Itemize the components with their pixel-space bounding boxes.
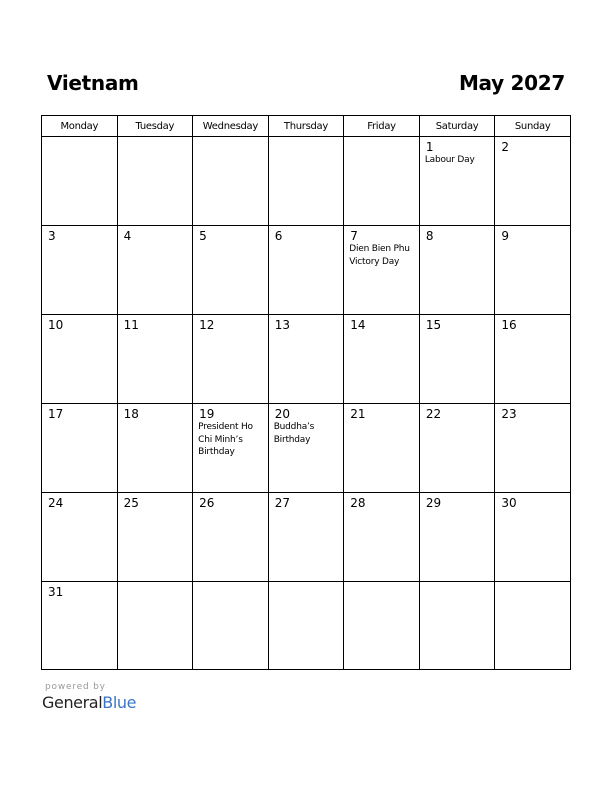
day-number [193, 582, 268, 585]
generalblue-logo[interactable] [42, 693, 136, 713]
day-number: 20 [274, 407, 290, 421]
day-cell [419, 137, 495, 226]
week-row [42, 404, 571, 493]
day-number: 12 [199, 318, 215, 332]
day-number: 5 [199, 229, 207, 243]
brand-blue-text: Blue [102, 693, 137, 712]
country-title: Vietnam [47, 71, 139, 95]
day-number: 26 [199, 496, 215, 510]
day-cell [344, 226, 420, 315]
day-number: 11 [123, 318, 139, 332]
day-cell [117, 493, 193, 582]
week-row [42, 315, 571, 404]
day-cell [268, 404, 344, 493]
day-number: 7 [350, 229, 358, 243]
day-cell [495, 137, 571, 226]
day-cell [495, 404, 571, 493]
day-cell [268, 137, 344, 226]
day-number: 19 [199, 407, 215, 421]
day-number [269, 137, 344, 140]
day-cell [193, 226, 269, 315]
week-row [42, 493, 571, 582]
day-number: 25 [123, 496, 139, 510]
day-cell [42, 404, 118, 493]
day-cell [268, 315, 344, 404]
day-number: 17 [48, 407, 64, 421]
day-cell [419, 493, 495, 582]
holiday-label: Buddha’s [273, 422, 315, 432]
day-cell [495, 582, 571, 670]
day-number: 29 [425, 496, 442, 510]
weekday-header: Thursday [268, 116, 344, 137]
day-cell [117, 137, 193, 226]
day-cell [42, 226, 118, 315]
week-row [42, 226, 571, 315]
week-row [42, 137, 571, 226]
day-cell [495, 493, 571, 582]
day-cell [344, 315, 420, 404]
holiday-label: Birthday [273, 434, 311, 445]
day-cell [419, 582, 495, 670]
weekday-header: Sunday [495, 116, 571, 137]
day-number: 6 [274, 229, 283, 243]
day-cell [495, 226, 571, 315]
day-cell [193, 404, 269, 493]
holiday-label: Victory Day [349, 256, 400, 267]
day-cell [419, 226, 495, 315]
holiday-label: Birthday [198, 447, 235, 457]
day-cell [117, 315, 193, 404]
day-number: 4 [123, 229, 132, 243]
day-cell [268, 226, 344, 315]
holiday-label: Labour Day [424, 155, 475, 165]
day-number: 23 [501, 407, 517, 421]
day-number [118, 137, 193, 140]
day-number: 9 [501, 229, 510, 243]
weekday-header: Tuesday [117, 116, 193, 137]
day-number: 15 [425, 318, 442, 332]
day-number [42, 137, 117, 140]
calendar-grid [41, 115, 571, 670]
day-number: 28 [350, 496, 366, 510]
day-number: 8 [425, 229, 434, 243]
day-number [344, 137, 419, 140]
weekday-header-row [42, 116, 571, 137]
day-number [495, 582, 570, 585]
weekday-header: Wednesday [193, 116, 269, 137]
day-cell [117, 226, 193, 315]
day-cell [193, 137, 269, 226]
day-number [118, 582, 193, 585]
day-cell [193, 493, 269, 582]
day-cell [268, 493, 344, 582]
day-number: 3 [48, 229, 56, 243]
day-cell [344, 137, 420, 226]
day-number: 1 [425, 140, 434, 154]
weekday-header: Friday [344, 116, 420, 137]
day-number: 24 [48, 496, 64, 510]
day-number [193, 137, 268, 140]
brand-general-text: General [42, 693, 103, 712]
day-cell [268, 582, 344, 670]
day-cell [344, 404, 420, 493]
day-cell [344, 493, 420, 582]
day-cell [419, 315, 495, 404]
day-number: 10 [48, 318, 64, 332]
holiday-label: Dien Bien Phu [349, 244, 410, 254]
day-number: 16 [501, 318, 517, 332]
day-number [344, 582, 419, 585]
day-cell [344, 582, 420, 670]
day-cell [117, 404, 193, 493]
month-title: May 2027 [458, 71, 565, 95]
day-number: 30 [501, 496, 517, 510]
day-cell [419, 404, 495, 493]
weekday-header: Monday [42, 116, 118, 137]
day-number: 22 [425, 407, 442, 421]
day-number: 13 [274, 318, 290, 332]
day-cell [42, 137, 118, 226]
day-number: 2 [501, 140, 510, 154]
week-row [42, 582, 571, 670]
day-number [420, 582, 495, 585]
day-number [269, 582, 344, 585]
day-cell [42, 493, 118, 582]
day-cell [42, 315, 118, 404]
day-cell [117, 582, 193, 670]
day-cell [193, 315, 269, 404]
holiday-label: Chi Minh’s [198, 434, 243, 445]
day-number: 21 [350, 407, 366, 421]
holiday-label: President Ho [198, 422, 253, 432]
day-cell [495, 315, 571, 404]
weekday-header: Saturday [419, 116, 495, 137]
day-cell [42, 582, 118, 670]
day-cell [193, 582, 269, 670]
day-number: 14 [350, 318, 366, 332]
powered-by-label: powered by [45, 682, 106, 692]
day-number: 31 [48, 585, 64, 599]
day-number: 18 [123, 407, 139, 421]
calendar-body [42, 137, 571, 670]
day-number: 27 [274, 496, 290, 510]
